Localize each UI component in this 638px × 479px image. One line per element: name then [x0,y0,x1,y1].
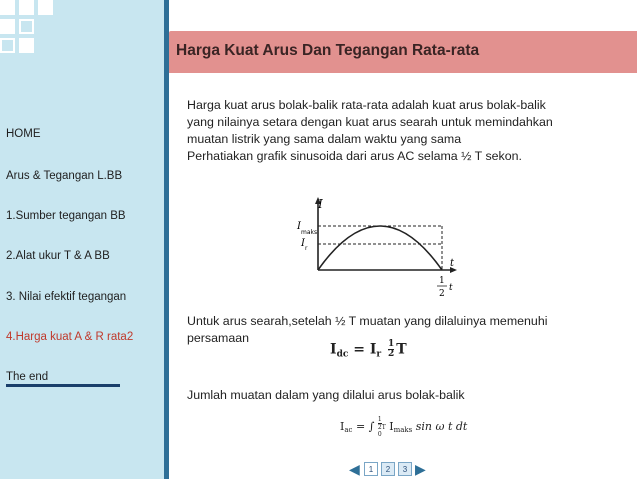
paragraph-line: Harga kuat arus bolak-balik rata-rata adalah kuat arus bolak-balik [187,98,546,112]
fraction-denominator: 2 [388,349,395,359]
nav-home[interactable]: HOME [6,128,41,140]
half-t-label: t [449,283,453,293]
nav-sumber-tegangan[interactable]: 1.Sumber tegangan BB [6,210,126,222]
next-arrow-icon[interactable]: ▶ [415,461,426,477]
page-button-1[interactable]: 1 [364,462,378,476]
formula-fraction [388,340,394,359]
formula-symbol: = I [348,341,377,358]
y-axis-label: I [318,197,323,211]
prev-arrow-icon[interactable]: ◀ [349,461,360,477]
nav-harga-kuat[interactable]: 4.Harga kuat A & R rata2 [6,331,134,343]
paragraph-line: muatan listrik yang sama dalam waktu yang sama [187,132,462,146]
ir-subscript: r [305,245,308,252]
nav-the-end[interactable]: The end [6,371,49,383]
upper-numerator: 1 [377,416,382,423]
paragraph-line: yang nilainya setara dengan kuat arus searah untuk memindahkan [187,115,553,129]
nav-nilai-efektif[interactable]: 3. Nilai efektif tegangan [6,291,127,303]
sine-curve [318,226,442,270]
t-axis-label: t [450,258,455,269]
half-numerator: 1 [439,276,445,286]
upper-t: T [381,424,386,431]
formula-subscript: dc [336,349,349,360]
dc-formula [330,340,407,360]
imaks-subscript: maks [301,229,318,236]
decor-square-outline [19,19,34,34]
decor-square [38,0,53,15]
formula-symbol: T [396,341,407,358]
decor-square [19,38,34,53]
formula-tail: sin ω t dt [412,420,468,433]
nav-arus-tegangan[interactable]: Arus & Tegangan L.BB [6,170,123,182]
paragraph-line: Untuk arus searah,setelah ½ T muatan yang dilaluinya memenuhi [187,314,548,328]
decor-square [0,0,15,15]
nav-underline [6,384,120,387]
integral-limits [378,416,386,438]
upper-denominator: 2 [377,424,382,431]
fraction-numerator: 1 [388,339,395,349]
formula-symbol: I [330,341,337,358]
page-title: Harga Kuat Arus Dan Tegangan Rata-rata [176,42,480,59]
imaks-label: I [297,221,301,232]
lower-limit: 0 [377,431,382,438]
decor-square [19,0,34,15]
decor-square-outline [0,38,15,53]
formula-symbol: = ∫ [352,420,375,433]
ac-formula [340,416,467,438]
ir-label: I [301,238,305,249]
sine-graph [287,190,477,300]
decor-square [0,19,15,34]
formula-subscript: maks [393,426,413,434]
formula-symbol: I [340,420,345,433]
paragraph-line: Jumlah muatan dalam yang dilalui arus bolak-balik [187,388,465,402]
formula-subscript: ac [344,426,353,434]
sidebar [0,0,164,479]
formula-symbol: I [385,420,394,433]
nav-alat-ukur[interactable]: 2.Alat ukur T & A BB [6,250,110,262]
paragraph-line: persamaan [187,331,249,345]
page-button-2[interactable]: 2 [381,462,395,476]
formula-subscript: r [376,349,382,360]
paragraph-line: Perhatiakan grafik sinusoida dari arus AC selama ½ T sekon. [187,149,522,163]
half-denominator: 2 [439,289,445,299]
page-button-3[interactable]: 3 [398,462,412,476]
